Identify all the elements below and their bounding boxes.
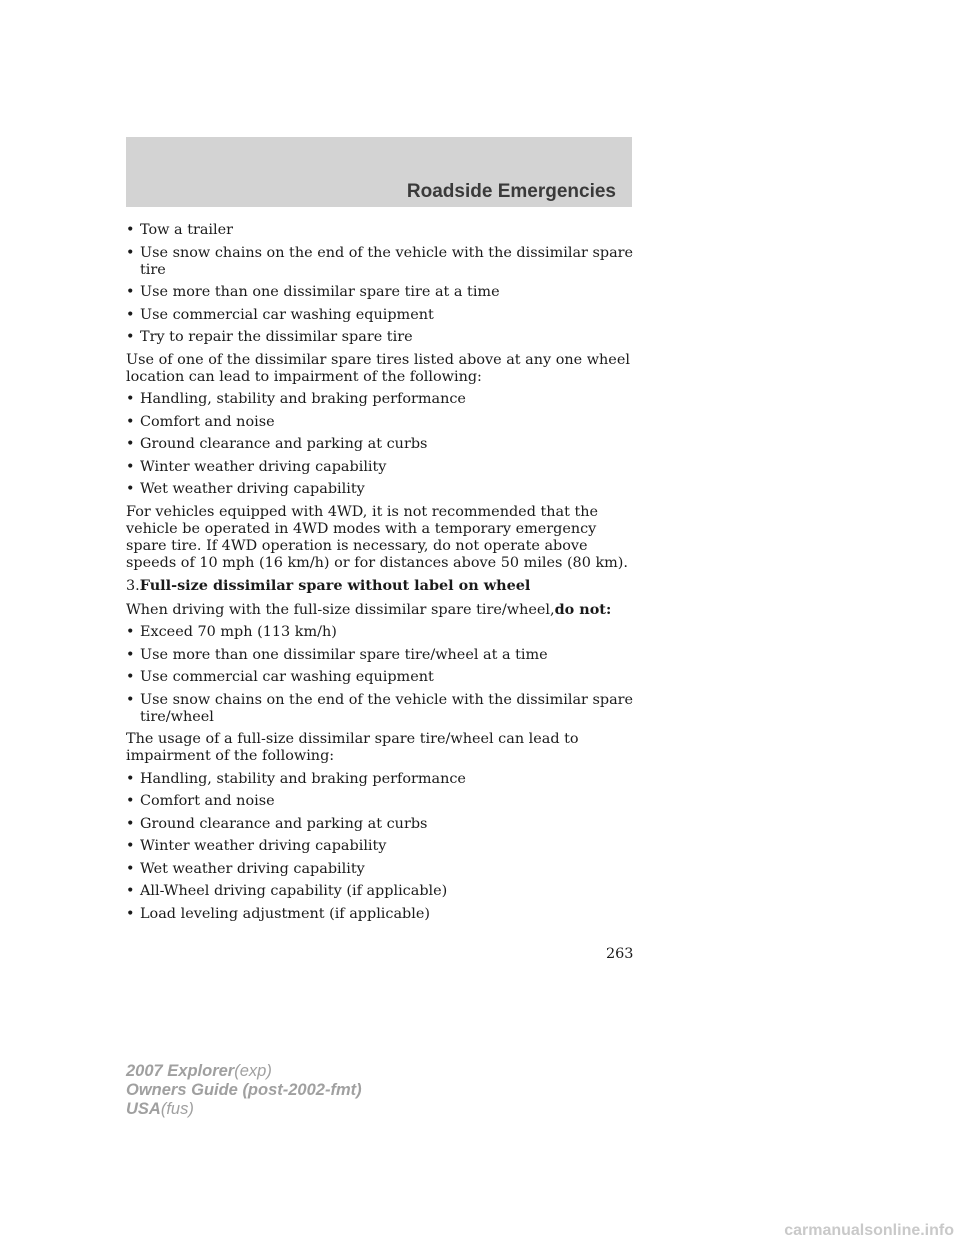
bullet-icon: •	[126, 222, 135, 238]
note-4wd: For vehicles equipped with 4WD, it is not recommended that the vehicle be operated in 4WD modes with a temporary emergency spare tire. If 4WD operation is necessary, do not operate above speeds of 10 mph (16 km/h) or for distances above 50 miles (80 km).	[126, 503, 628, 571]
bullet-icon: •	[126, 691, 135, 708]
list-item: • Use commercial car washing equipment	[126, 306, 434, 323]
list-item: • Handling, stability and braking performance	[126, 391, 466, 407]
document-footer	[126, 1062, 362, 1119]
list-item: • Wet weather driving capability	[126, 860, 365, 877]
footer-line-model: 2007 Explorer(exp)	[126, 1062, 272, 1080]
bullet-icon: •	[126, 770, 135, 787]
impairment-intro: Use of one of the dissimilar spare tires listed above at any one wheel location can lead to impairment of the following:	[126, 351, 630, 385]
list-item: • Tow a trailer	[126, 222, 234, 238]
bullet-icon: •	[126, 669, 135, 685]
list-item: • Use more than one dissimilar spare tire/wheel at a time	[126, 646, 548, 663]
footer-line-market: USA(fus)	[126, 1100, 194, 1118]
list-item: • Use commercial car washing equipment	[126, 669, 434, 685]
bullet-icon: •	[126, 883, 135, 899]
bullet-icon: •	[126, 436, 135, 452]
bullet-icon: •	[126, 646, 135, 663]
bullet-icon: •	[126, 905, 135, 922]
page-content	[126, 222, 636, 928]
list-item: • Ground clearance and parking at curbs	[126, 815, 428, 832]
list-item: • Use more than one dissimilar spare tire at a time	[126, 284, 500, 300]
footer-line-guide: Owners Guide (post-2002-fmt)	[126, 1081, 362, 1099]
list-item: • Exceed 70 mph (113 km/h)	[126, 624, 337, 640]
bullet-icon: •	[126, 329, 135, 345]
bullet-icon: •	[126, 244, 135, 261]
list-item: • Use snow chains on the end of the vehicle with the dissimilar spare tire	[126, 244, 634, 278]
bullet-icon: •	[126, 413, 135, 430]
list-item: • Comfort and noise	[126, 413, 275, 430]
driving-intro: When driving with the full-size dissimilar spare tire/wheel,do not:	[126, 600, 612, 618]
section-header	[126, 137, 632, 207]
bullet-icon: •	[126, 860, 135, 877]
bullet-icon: •	[126, 815, 135, 832]
bullet-icon: •	[126, 838, 135, 854]
do-not-label: do not:	[554, 600, 612, 618]
bullet-icon: •	[126, 458, 135, 475]
impairment-list	[126, 391, 636, 498]
list-item: • Try to repair the dissimilar spare tire	[126, 329, 413, 345]
list-item: • Comfort and noise	[126, 793, 275, 809]
bullet-icon: •	[126, 284, 135, 300]
list-item: • Load leveling adjustment (if applicable)	[126, 905, 430, 922]
usage-intro: The usage of a full-size dissimilar spare tire/wheel can lead to impairment of the following:	[126, 731, 579, 764]
restriction-list	[126, 222, 636, 346]
section-heading	[126, 577, 636, 595]
usage-impairment-list	[126, 771, 636, 923]
site-watermark: carmanualsonline.info	[784, 1222, 954, 1239]
page-number: 263	[606, 946, 634, 962]
bullet-icon: •	[126, 391, 135, 407]
list-item: • Wet weather driving capability	[126, 481, 365, 497]
list-item: • Handling, stability and braking performance	[126, 770, 466, 787]
bullet-icon: •	[126, 306, 135, 323]
list-item: • Winter weather driving capability	[126, 838, 387, 854]
section-number: 3.	[126, 578, 140, 594]
bullet-icon: •	[126, 793, 135, 809]
list-item: • Winter weather driving capability	[126, 458, 387, 475]
section-heading-text: Full-size dissimilar spare without label on wheel	[139, 577, 531, 594]
bullet-icon: •	[126, 481, 135, 497]
bullet-icon: •	[126, 624, 135, 640]
list-item: • All-Wheel driving capability (if applicable)	[126, 883, 448, 899]
section-title: Roadside Emergencies	[406, 181, 616, 202]
list-item: • Ground clearance and parking at curbs	[126, 436, 428, 452]
do-not-list	[126, 624, 636, 726]
list-item: • Use snow chains on the end of the vehicle with the dissimilar spare tire/wheel	[126, 691, 634, 725]
